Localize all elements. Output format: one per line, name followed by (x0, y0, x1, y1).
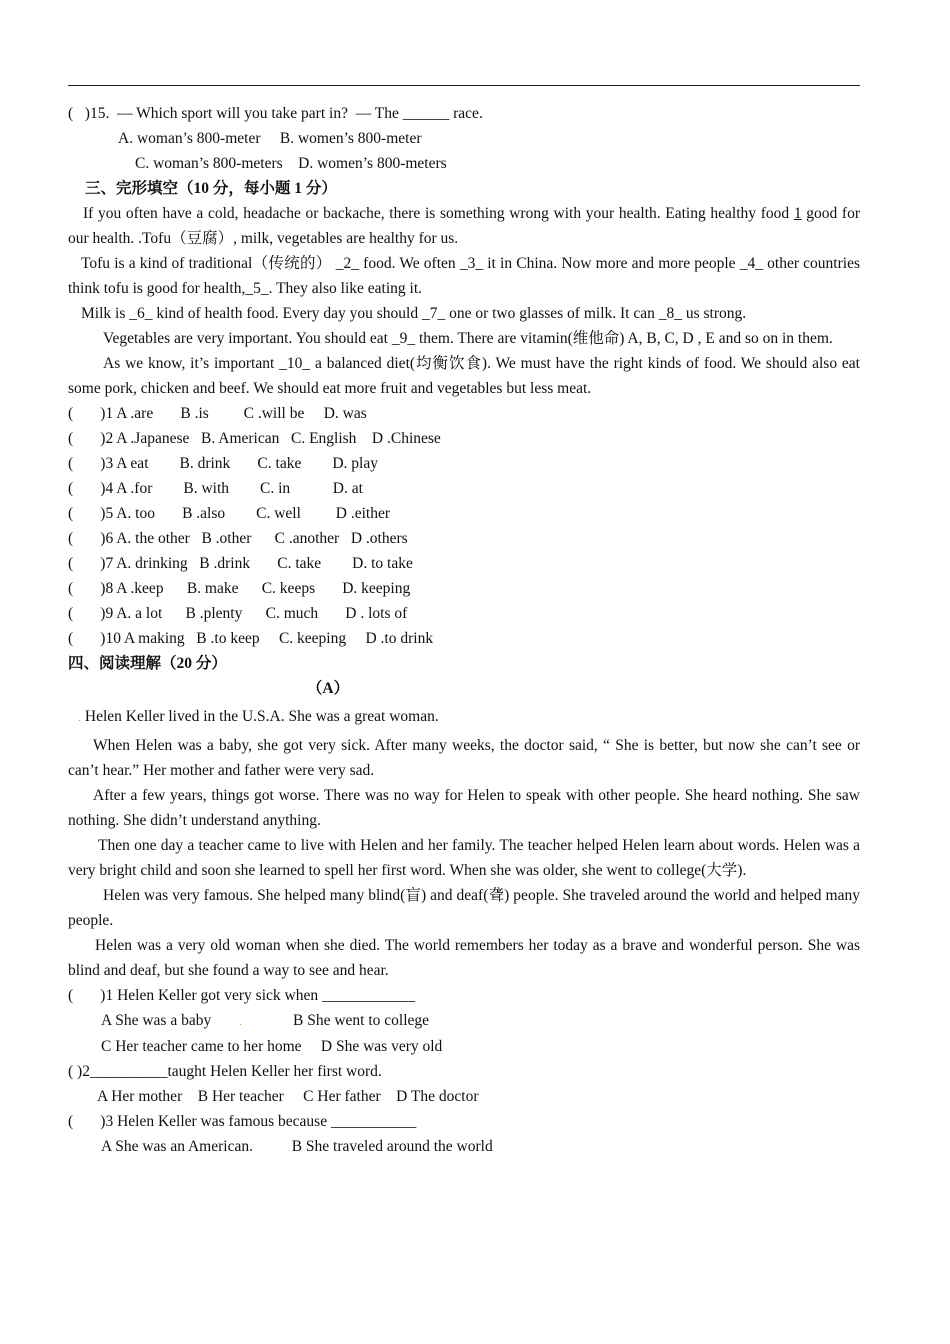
exam-page (68, 101, 860, 1159)
cloze-question: ( )10 A making B .to keep C. keeping D .to drink (68, 630, 434, 647)
cloze-p1-text-cont: good for our health. .Tofu（豆腐）, milk, vegetables are healthy for us. (68, 205, 861, 247)
reading-q1-option-a: A She was a baby (101, 1012, 212, 1029)
cloze-paragraph-5: As we know, it’s important _10_ a balanced diet(均衡饮食). We must have the right kinds of food. We should also eat some pork, chicken and beef. We should eat more fruit and vegetables but less meat. (68, 355, 860, 397)
cloze-question: ( )2 A .Japanese B. American C. English D .Chinese (68, 430, 441, 447)
q15-stem: ( )15. — Which sport will you take part in? — The ______ race. (68, 105, 483, 122)
reading-q1-option-b: B She went to college (293, 1012, 430, 1029)
reading-q3-options: A She was an American. B She traveled around the world (101, 1138, 493, 1155)
reading-question-1: ( )1 Helen Keller got very sick when ____________ (68, 987, 415, 1004)
cloze-question: ( )8 A .keep B. make C. keeps D. keeping (68, 580, 411, 597)
stray-mark: . (78, 710, 81, 724)
header-rule (68, 85, 860, 86)
reading-paragraph-1 (68, 704, 860, 730)
cloze-question: ( )1 A .are B .is C .will be D. was (68, 405, 367, 422)
cloze-question: ( )9 A. a lot B .plenty C. much D . lots of (68, 605, 408, 622)
reading-paragraph-6: Helen was a very old woman when she died. The world remembers her today as a brave and wonderful person. She was blind and deaf, but she found a way to see and hear. (68, 937, 860, 979)
cloze-blank-1: 1 (793, 205, 802, 222)
cloze-p1-text: If you often have a cold, headache or backache, there is something wrong with your health. Eating healthy food (83, 205, 794, 222)
stray-mark: . (239, 1014, 242, 1028)
reading-paragraph-3: After a few years, things got worse. There was no way for Helen to speak with other people. She heard nothing. She saw nothing. She didn’t understand anything. (68, 787, 860, 829)
cloze-paragraph-4: Vegetables are very important. You should eat _9_ them. There are vitamin(维他命) A, B, C, D , E and so on in them. (103, 330, 833, 347)
reading-question-3: ( )3 Helen Keller was famous because ___________ (68, 1113, 417, 1130)
reading-q2-options: A Her mother B Her teacher C Her father D The doctor (97, 1088, 479, 1105)
section4-heading: 四、阅读理解（20 分） (68, 655, 227, 672)
q15-options-row1: A. woman’s 800-meter B. women’s 800-meter (118, 130, 422, 147)
cloze-question-list (68, 401, 860, 651)
cloze-paragraph-1 (68, 201, 860, 251)
cloze-paragraph-2: Tofu is a kind of traditional（传统的） _2_ food. We often _3_ it in China. Now more and more people _4_ other countries think tofu is good for health,_5_. They also like eating it. (68, 255, 860, 297)
cloze-question: ( )5 A. too B .also C. well D .either (68, 505, 391, 522)
q15-options-row2: C. woman’s 800-meters D. women’s 800-meters (135, 155, 447, 172)
reading-question-2: ( )2__________taught Helen Keller her first word. (68, 1063, 382, 1080)
reading-paragraph-4: Then one day a teacher came to live with Helen and her family. The teacher helped Helen learn about words. Helen was a very bright child and soon she learned to spell her first word. When she was older, she went to college(大学). (68, 837, 860, 879)
reading-q1-options-row2: C Her teacher came to her home D She was very old (101, 1038, 443, 1055)
reading-paragraph-5: Helen was very famous. She helped many blind(盲) and deaf(聋) people. She traveled around the world and helped many people. (68, 887, 860, 929)
reading-q1-options-row1 (68, 1008, 860, 1034)
cloze-question: ( )3 A eat B. drink C. take D. play (68, 455, 378, 472)
reading-paragraph-2: When Helen was a baby, she got very sick. After many weeks, the doctor said, “ She is better, but now she can’t see or can’t hear.” Her mother and father were very sad. (68, 737, 860, 779)
cloze-question: ( )4 A .for B. with C. in D. at (68, 480, 363, 497)
cloze-paragraph-3: Milk is _6_ kind of health food. Every day you should _7_ one or two glasses of milk. It can _8_ us strong. (81, 305, 747, 322)
section3-heading: 三、完形填空（10 分，每小题 1 分） (85, 180, 337, 197)
cloze-question: ( )6 A. the other B .other C .another D .others (68, 530, 408, 547)
reading-p1-text: Helen Keller lived in the U.S.A. She was a great woman. (84, 708, 439, 725)
passage-a-label: （A） (306, 680, 350, 697)
cloze-question: ( )7 A. drinking B .drink C. take D. to take (68, 555, 413, 572)
